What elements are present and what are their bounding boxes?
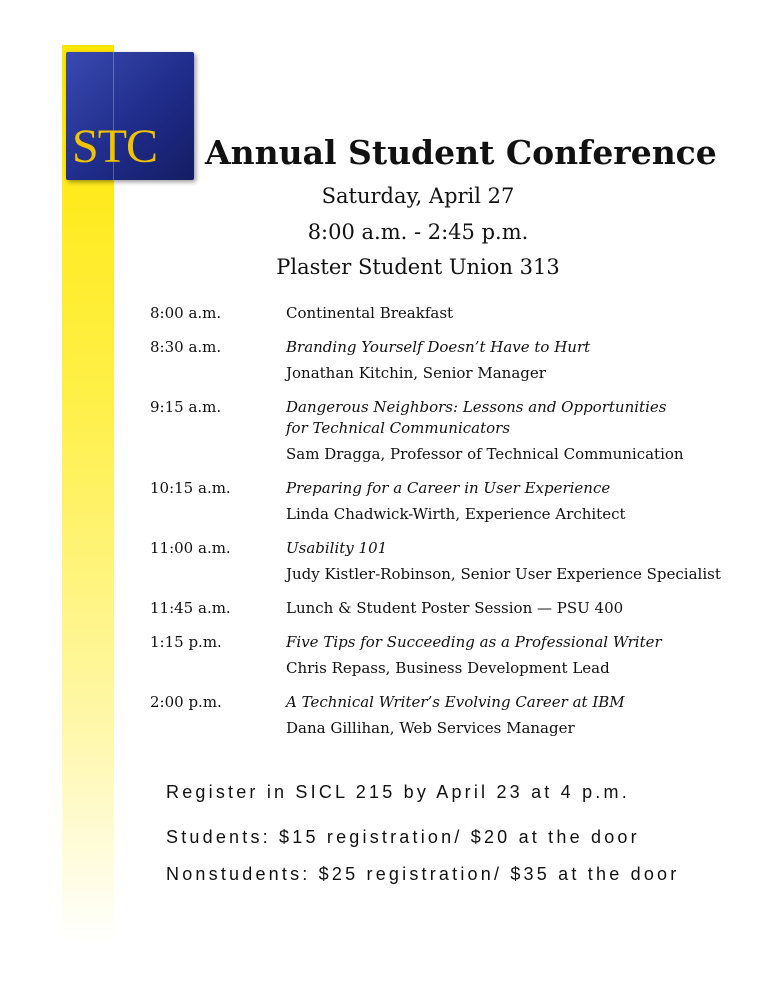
speaker: Dana Gillihan, Web Services Manager bbox=[286, 719, 575, 737]
session-title: Preparing for a Career in User Experience bbox=[286, 479, 611, 497]
schedule-row bbox=[150, 394, 750, 467]
session-title: Usability 101 bbox=[286, 539, 388, 557]
schedule-row bbox=[150, 535, 750, 587]
event-date: Saturday, April 27 bbox=[321, 184, 515, 208]
yellow-accent-bar bbox=[62, 45, 114, 945]
speaker: Linda Chadwick-Wirth, Experience Architect bbox=[286, 505, 626, 523]
schedule-time: 9:15 a.m. bbox=[150, 398, 222, 416]
event-time: 8:00 a.m. - 2:45 p.m. bbox=[307, 220, 529, 244]
schedule-time: 1:15 p.m. bbox=[150, 633, 222, 651]
schedule-time: 11:45 a.m. bbox=[150, 599, 231, 617]
schedule-details bbox=[286, 334, 750, 386]
schedule-event: Continental Breakfast bbox=[286, 304, 454, 322]
schedule bbox=[150, 300, 750, 749]
registration-deadline: Register in SICL 215 by April 23 at 4 p.m. bbox=[166, 782, 630, 802]
schedule-details bbox=[286, 475, 750, 527]
schedule-row bbox=[150, 629, 750, 681]
speaker: Sam Dragga, Professor of Technical Communication bbox=[286, 445, 684, 463]
session-title: Five Tips for Succeeding as a Professional Writer bbox=[286, 633, 662, 651]
schedule-time: 10:15 a.m. bbox=[150, 479, 231, 497]
stc-logo bbox=[66, 52, 194, 180]
session-title: Dangerous Neighbors: Lessons and Opportunities for Technical Communicators bbox=[286, 398, 667, 437]
page-title: Annual Student Conference bbox=[205, 133, 717, 172]
session-title: Branding Yourself Doesn’t Have to Hurt bbox=[286, 338, 591, 356]
logo-text: STC bbox=[72, 120, 158, 173]
schedule-details bbox=[286, 689, 750, 741]
schedule-details bbox=[286, 595, 750, 621]
schedule-time: 2:00 p.m. bbox=[150, 693, 222, 711]
schedule-time: 8:30 a.m. bbox=[150, 338, 222, 356]
schedule-row bbox=[150, 689, 750, 741]
schedule-row bbox=[150, 300, 750, 326]
schedule-row bbox=[150, 475, 750, 527]
speaker: Judy Kistler-Robinson, Senior User Experience Specialist bbox=[286, 565, 721, 583]
schedule-details bbox=[286, 535, 750, 587]
student-pricing: Students: $15 registration/ $20 at the door bbox=[166, 827, 640, 847]
schedule-time: 8:00 a.m. bbox=[150, 304, 222, 322]
schedule-row bbox=[150, 595, 750, 621]
event-location: Plaster Student Union 313 bbox=[276, 255, 560, 279]
schedule-event: Lunch & Student Poster Session — PSU 400 bbox=[286, 599, 624, 617]
nonstudent-pricing: Nonstudents: $25 registration/ $35 at the door bbox=[166, 864, 680, 884]
session-title: A Technical Writer’s Evolving Career at IBM bbox=[286, 693, 625, 711]
schedule-details bbox=[286, 629, 750, 681]
schedule-time: 11:00 a.m. bbox=[150, 539, 231, 557]
schedule-details bbox=[286, 300, 750, 326]
schedule-row bbox=[150, 334, 750, 386]
schedule-details bbox=[286, 394, 750, 467]
speaker: Jonathan Kitchin, Senior Manager bbox=[286, 364, 546, 382]
speaker: Chris Repass, Business Development Lead bbox=[286, 659, 610, 677]
